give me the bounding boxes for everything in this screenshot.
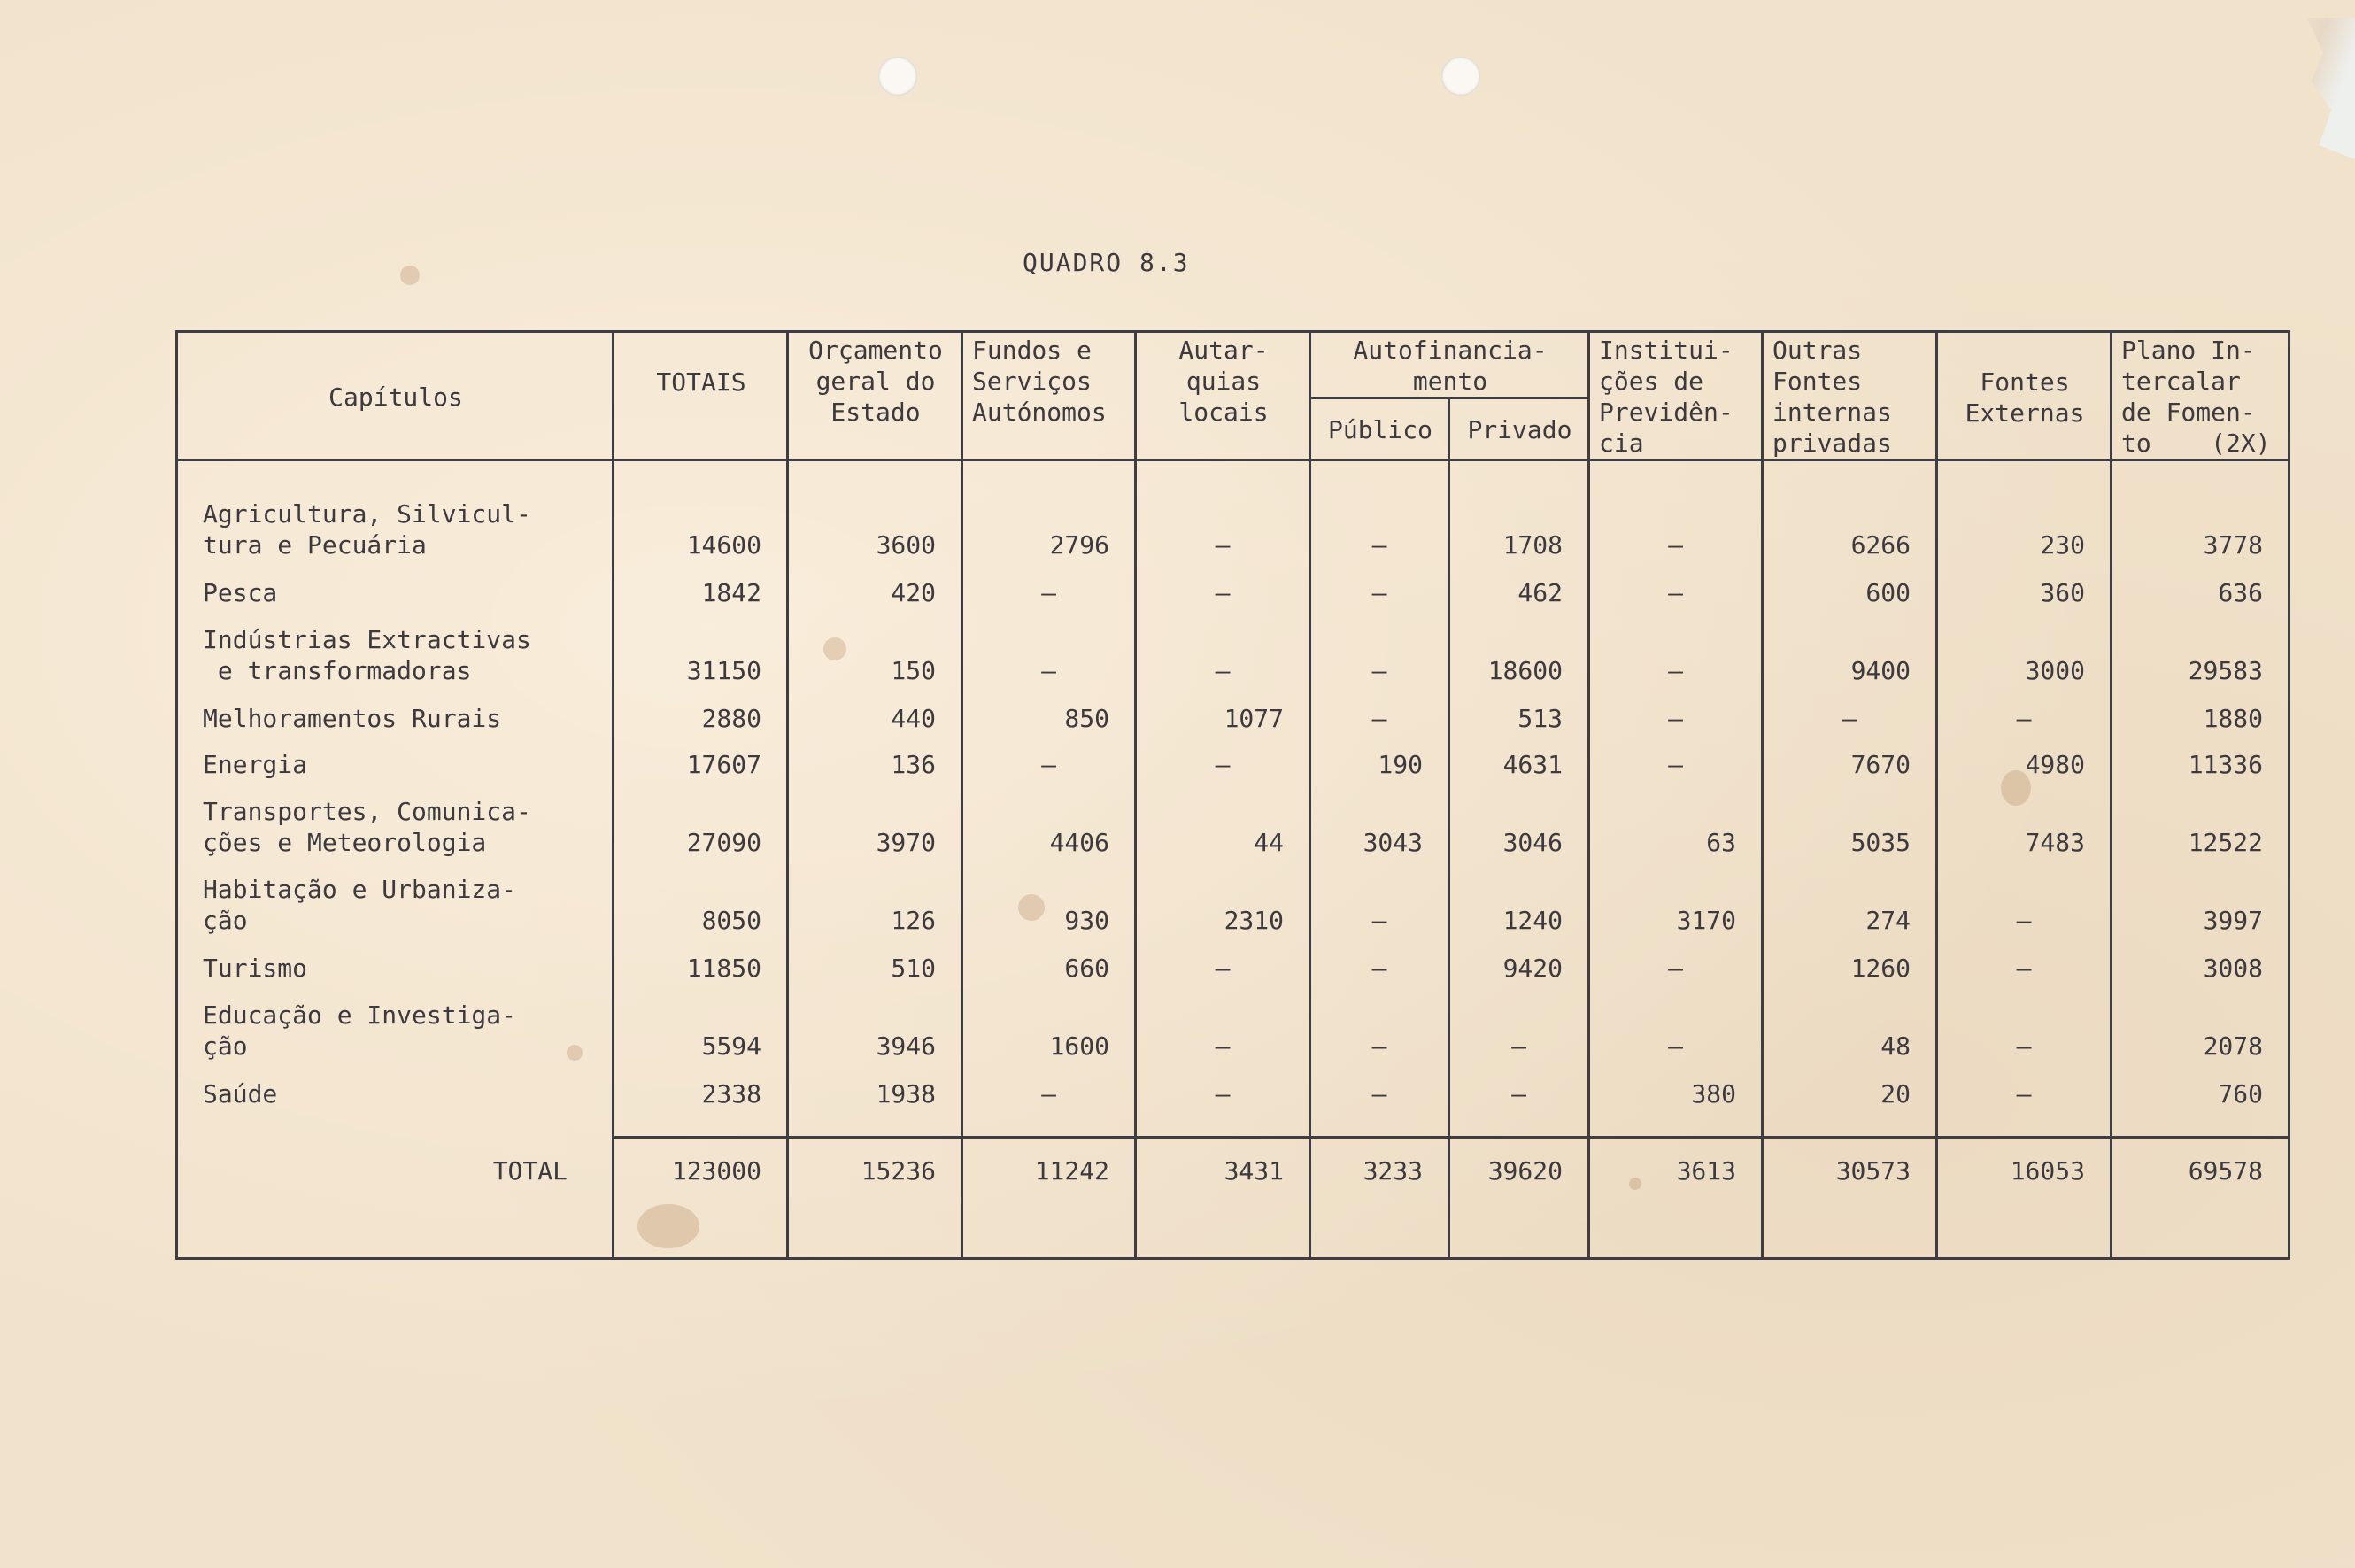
cell-externas: 7483 xyxy=(1937,780,2112,858)
cell-totais: 2880 xyxy=(614,686,788,734)
cell-outras: 20 xyxy=(1763,1062,1937,1109)
cell-orcamento: 150 xyxy=(788,608,962,686)
cell-outras: 1260 xyxy=(1763,936,1937,984)
row-label: Turismo xyxy=(177,936,614,984)
cell-instituicoes: – xyxy=(1589,984,1763,1062)
cell-autarquias: – xyxy=(1136,734,1310,780)
header-capitulos: Capítulos xyxy=(177,332,614,460)
cell-totais: 27090 xyxy=(614,780,788,858)
header-outras-fontes: Outras Fontes internas privadas xyxy=(1763,332,1937,460)
row-label: Indústrias Extractivas e transformadoras xyxy=(177,608,614,686)
cell-autarquias: – xyxy=(1136,1062,1310,1109)
cell-totais: 31150 xyxy=(614,608,788,686)
cell-outras: 6266 xyxy=(1763,497,1937,560)
header-orcamento: Orçamento geral do Estado xyxy=(788,332,962,460)
cell-externas: – xyxy=(1937,984,2112,1062)
table-row xyxy=(177,780,2289,858)
cell-fundos: – xyxy=(962,608,1136,686)
cell-orcamento: 136 xyxy=(788,734,962,780)
cell-publico: – xyxy=(1310,497,1449,560)
cell-privado: 462 xyxy=(1449,560,1589,608)
total-row xyxy=(177,1138,2289,1187)
cell-autarquias: – xyxy=(1136,497,1310,560)
financing-table xyxy=(175,330,2290,1260)
total-label: TOTAL xyxy=(177,1138,614,1187)
total-privado: 39620 xyxy=(1449,1138,1589,1187)
cell-orcamento: 440 xyxy=(788,686,962,734)
cell-plano: 12522 xyxy=(2112,780,2289,858)
cell-externas: 230 xyxy=(1937,497,2112,560)
header-privado: Privado xyxy=(1449,398,1589,460)
cell-publico: 190 xyxy=(1310,734,1449,780)
row-label: Energia xyxy=(177,734,614,780)
cell-externas: – xyxy=(1937,686,2112,734)
stain xyxy=(400,266,420,285)
total-instituicoes: 3613 xyxy=(1589,1138,1763,1187)
cell-outras: 5035 xyxy=(1763,780,1937,858)
cell-fundos: – xyxy=(962,1062,1136,1109)
cell-orcamento: 126 xyxy=(788,858,962,936)
cell-instituicoes: – xyxy=(1589,608,1763,686)
cell-totais: 2338 xyxy=(614,1062,788,1109)
cell-autarquias: – xyxy=(1136,984,1310,1062)
cell-outras: – xyxy=(1763,686,1937,734)
cell-privado: 513 xyxy=(1449,686,1589,734)
header-fontes-externas: Fontes Externas xyxy=(1937,332,2112,460)
header-plano-intercalar: Plano In- tercalar de Fomen- to (2X) xyxy=(2112,332,2289,460)
cell-totais: 5594 xyxy=(614,984,788,1062)
cell-instituicoes: – xyxy=(1589,734,1763,780)
cell-totais: 14600 xyxy=(614,497,788,560)
table-title: QUADRO 8.3 xyxy=(1023,248,1190,277)
cell-plano: 760 xyxy=(2112,1062,2289,1109)
cell-privado: 1708 xyxy=(1449,497,1589,560)
cell-privado: – xyxy=(1449,1062,1589,1109)
table-row xyxy=(177,984,2289,1062)
row-label: Habitação e Urbaniza- ção xyxy=(177,858,614,936)
cell-privado: 18600 xyxy=(1449,608,1589,686)
header-fundos: Fundos e Serviços Autónomos xyxy=(962,332,1136,460)
cell-plano: 2078 xyxy=(2112,984,2289,1062)
total-fundos: 11242 xyxy=(962,1138,1136,1187)
cell-plano: 3997 xyxy=(2112,858,2289,936)
torn-corner xyxy=(2275,18,2355,159)
row-label: Agricultura, Silvicul- tura e Pecuária xyxy=(177,497,614,560)
cell-plano: 3008 xyxy=(2112,936,2289,984)
total-externas: 16053 xyxy=(1937,1138,2112,1187)
punch-hole-left xyxy=(878,57,917,96)
cell-externas: 3000 xyxy=(1937,608,2112,686)
header-autofinanciamento: Autofinancia- mento xyxy=(1310,332,1589,398)
table-row xyxy=(177,560,2289,608)
cell-plano: 636 xyxy=(2112,560,2289,608)
cell-plano: 11336 xyxy=(2112,734,2289,780)
row-label: Pesca xyxy=(177,560,614,608)
cell-instituicoes: – xyxy=(1589,560,1763,608)
table-row xyxy=(177,497,2289,560)
total-outras: 30573 xyxy=(1763,1138,1937,1187)
total-publico: 3233 xyxy=(1310,1138,1449,1187)
cell-instituicoes: 380 xyxy=(1589,1062,1763,1109)
cell-outras: 274 xyxy=(1763,858,1937,936)
cell-orcamento: 510 xyxy=(788,936,962,984)
cell-instituicoes: 63 xyxy=(1589,780,1763,858)
cell-instituicoes: – xyxy=(1589,497,1763,560)
header-totais: TOTAIS xyxy=(614,332,788,460)
cell-publico: – xyxy=(1310,1062,1449,1109)
cell-publico: – xyxy=(1310,608,1449,686)
cell-fundos: 930 xyxy=(962,858,1136,936)
cell-publico: – xyxy=(1310,560,1449,608)
cell-orcamento: 1938 xyxy=(788,1062,962,1109)
cell-orcamento: 420 xyxy=(788,560,962,608)
cell-publico: – xyxy=(1310,984,1449,1062)
cell-plano: 3778 xyxy=(2112,497,2289,560)
cell-instituicoes: 3170 xyxy=(1589,858,1763,936)
cell-privado: 9420 xyxy=(1449,936,1589,984)
total-orcamento: 15236 xyxy=(788,1138,962,1187)
table-row xyxy=(177,686,2289,734)
cell-outras: 9400 xyxy=(1763,608,1937,686)
cell-privado: 1240 xyxy=(1449,858,1589,936)
cell-externas: – xyxy=(1937,936,2112,984)
cell-privado: 4631 xyxy=(1449,734,1589,780)
cell-publico: 3043 xyxy=(1310,780,1449,858)
cell-publico: – xyxy=(1310,686,1449,734)
cell-instituicoes: – xyxy=(1589,686,1763,734)
row-label: Transportes, Comunica- ções e Meteorologia xyxy=(177,780,614,858)
cell-autarquias: – xyxy=(1136,560,1310,608)
table-row xyxy=(177,608,2289,686)
total-totais: 123000 xyxy=(614,1138,788,1187)
cell-publico: – xyxy=(1310,936,1449,984)
cell-privado: – xyxy=(1449,984,1589,1062)
cell-fundos: – xyxy=(962,734,1136,780)
cell-autarquias: – xyxy=(1136,936,1310,984)
row-label: Saúde xyxy=(177,1062,614,1109)
cell-autarquias: – xyxy=(1136,608,1310,686)
cell-totais: 1842 xyxy=(614,560,788,608)
cell-externas: – xyxy=(1937,1062,2112,1109)
cell-fundos: 660 xyxy=(962,936,1136,984)
table-row xyxy=(177,936,2289,984)
cell-plano: 29583 xyxy=(2112,608,2289,686)
cell-externas: 360 xyxy=(1937,560,2112,608)
cell-orcamento: 3600 xyxy=(788,497,962,560)
cell-autarquias: 44 xyxy=(1136,780,1310,858)
cell-instituicoes: – xyxy=(1589,936,1763,984)
cell-orcamento: 3970 xyxy=(788,780,962,858)
cell-externas: – xyxy=(1937,858,2112,936)
cell-outras: 7670 xyxy=(1763,734,1937,780)
cell-fundos: 1600 xyxy=(962,984,1136,1062)
cell-plano: 1880 xyxy=(2112,686,2289,734)
cell-publico: – xyxy=(1310,858,1449,936)
header-autarquias: Autar- quias locais xyxy=(1136,332,1310,460)
table-row xyxy=(177,734,2289,780)
table-row xyxy=(177,858,2289,936)
cell-privado: 3046 xyxy=(1449,780,1589,858)
header-publico: Público xyxy=(1310,398,1449,460)
punch-hole-right xyxy=(1441,57,1480,96)
cell-autarquias: 2310 xyxy=(1136,858,1310,936)
header-instituicoes: Institui- ções de Previdên- cia xyxy=(1589,332,1763,460)
table-row xyxy=(177,1062,2289,1109)
cell-orcamento: 3946 xyxy=(788,984,962,1062)
cell-outras: 48 xyxy=(1763,984,1937,1062)
cell-fundos: 2796 xyxy=(962,497,1136,560)
cell-fundos: 4406 xyxy=(962,780,1136,858)
row-label: Melhoramentos Rurais xyxy=(177,686,614,734)
cell-fundos: 850 xyxy=(962,686,1136,734)
cell-totais: 17607 xyxy=(614,734,788,780)
cell-outras: 600 xyxy=(1763,560,1937,608)
cell-autarquias: 1077 xyxy=(1136,686,1310,734)
cell-fundos: – xyxy=(962,560,1136,608)
row-label: Educação e Investiga- ção xyxy=(177,984,614,1062)
cell-externas: 4980 xyxy=(1937,734,2112,780)
cell-totais: 8050 xyxy=(614,858,788,936)
total-plano: 69578 xyxy=(2112,1138,2289,1187)
cell-totais: 11850 xyxy=(614,936,788,984)
total-autarquias: 3431 xyxy=(1136,1138,1310,1187)
